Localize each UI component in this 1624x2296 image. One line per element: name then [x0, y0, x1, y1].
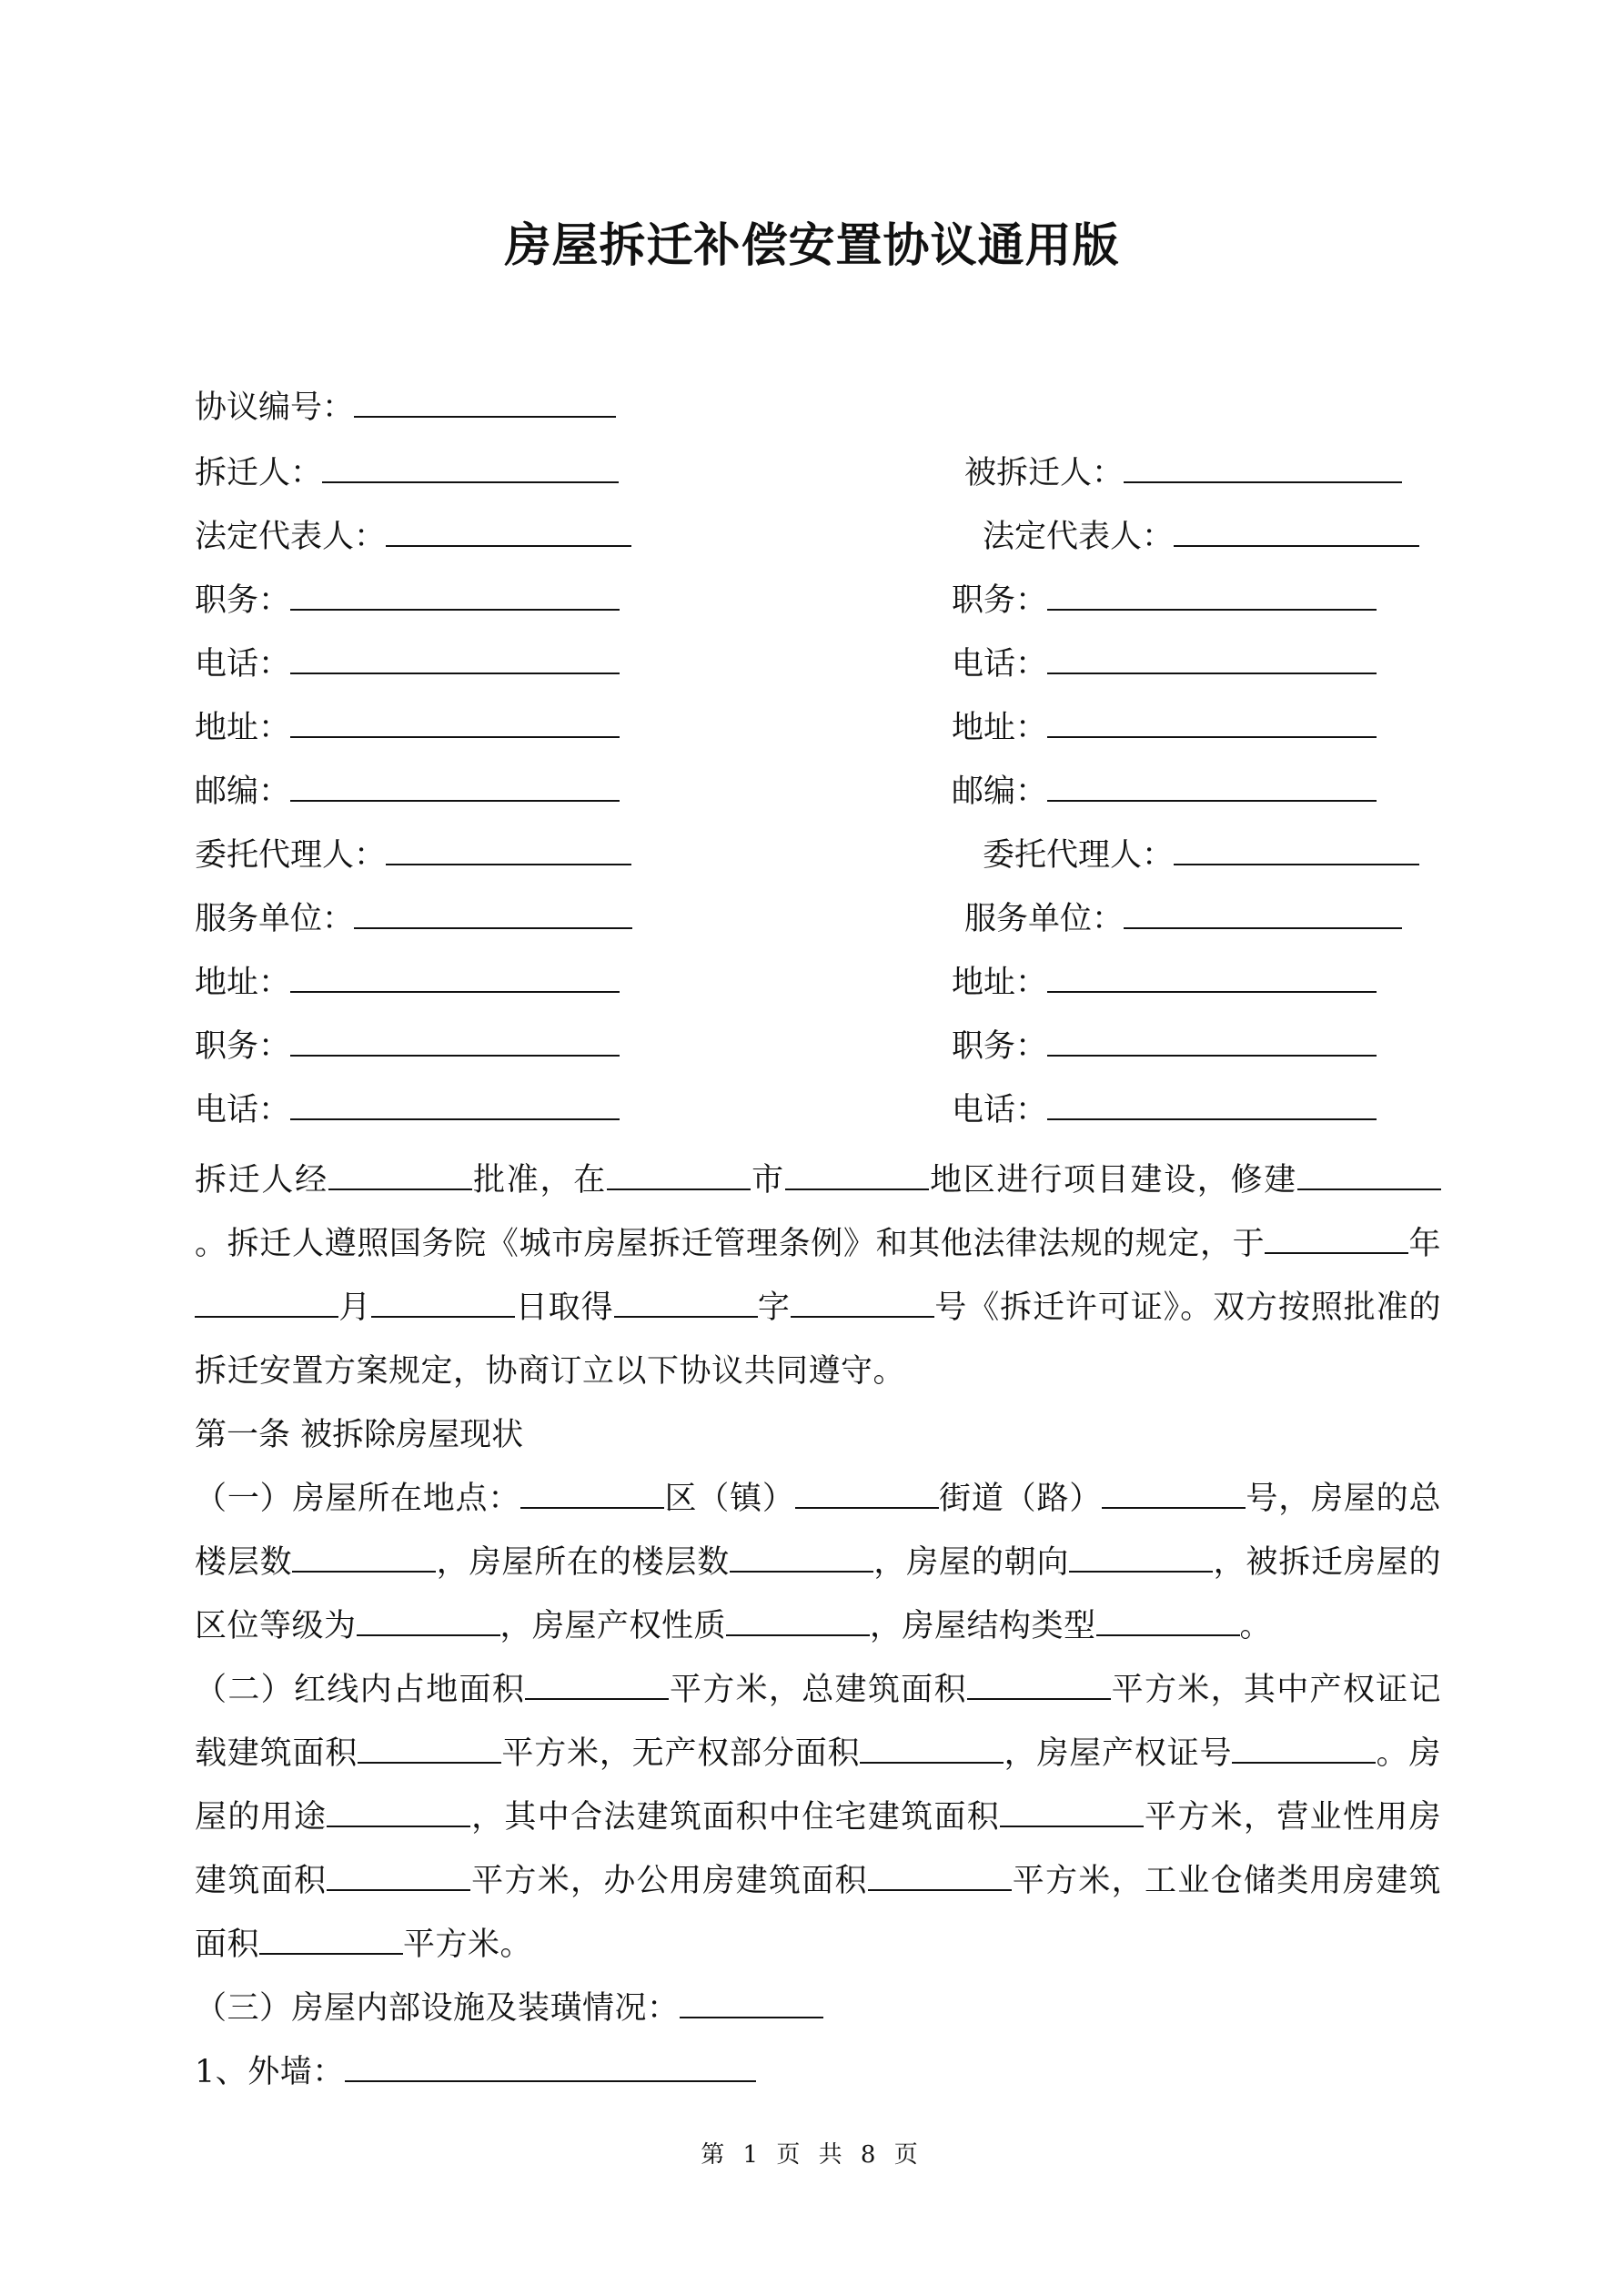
intro-text: 拆迁人经 — [195, 1162, 328, 1199]
right-agent-phone-blank — [1047, 1084, 1377, 1120]
right-address-label: 地址： — [952, 710, 1048, 746]
left-postcode-blank — [290, 765, 620, 802]
fill-blank — [1069, 1538, 1213, 1573]
section-text: （二）红线内占地面积 — [195, 1672, 526, 1708]
right-agent-address-label: 地址： — [952, 965, 1048, 1001]
right-postcode-label: 邮编： — [952, 774, 1048, 810]
fill-blank — [1232, 1729, 1376, 1764]
agreement-number-row — [195, 380, 1441, 435]
section-text: 街道（路） — [938, 1481, 1103, 1517]
demolished-party-field — [964, 446, 1402, 501]
left-legal-rep-label: 法定代表人： — [195, 519, 387, 555]
left-phone-blank — [290, 638, 620, 674]
left-agent-address-label: 地址： — [195, 965, 291, 1001]
right-agent-phone-field — [952, 1083, 1377, 1138]
right-postcode-blank — [1047, 765, 1377, 802]
right-agent-position-label: 职务： — [952, 1028, 1048, 1065]
right-service-unit-field — [964, 892, 1402, 946]
left-agent-position-label: 职务： — [195, 1028, 291, 1065]
fill-blank — [967, 1665, 1111, 1700]
demolished-party-label: 被拆迁人： — [964, 455, 1125, 491]
fill-blank — [614, 1283, 758, 1318]
section-text: ，房屋产权性质 — [499, 1608, 727, 1644]
right-phone-blank — [1047, 638, 1377, 674]
fill-blank — [371, 1283, 515, 1318]
fill-blank — [1096, 1602, 1240, 1636]
demolisher-label: 拆迁人： — [195, 455, 323, 491]
right-address-field — [952, 701, 1377, 755]
left-agent-phone-blank — [290, 1084, 620, 1120]
section-text: 平方米，其中产权证记载建筑面积 — [195, 1672, 1441, 1772]
left-agent-label: 委托代理人： — [195, 837, 387, 874]
right-postcode-field — [952, 764, 1377, 819]
fill-blank — [607, 1156, 751, 1190]
intro-text: 月 — [338, 1290, 372, 1326]
fill-blank — [680, 1984, 823, 2018]
section-text: 区（镇） — [664, 1481, 795, 1517]
fill-blank — [358, 1729, 501, 1764]
right-agent-field — [983, 828, 1419, 883]
left-agent-field — [195, 828, 631, 883]
item-1-line — [195, 2040, 1441, 2104]
demolisher-blank — [322, 447, 619, 483]
intro-text: 市 — [750, 1162, 785, 1199]
section-3-line — [195, 1977, 1441, 2040]
section-text: （一）房屋所在地点： — [195, 1481, 521, 1517]
left-position-label: 职务： — [195, 582, 291, 619]
left-position-field — [195, 573, 620, 628]
document-title: 房屋拆迁补偿安置协议通用版 — [504, 218, 1120, 273]
right-address-blank — [1047, 702, 1377, 738]
left-phone-label: 电话： — [195, 646, 291, 683]
fill-blank — [520, 1474, 664, 1509]
left-service-unit-blank — [354, 893, 632, 929]
fill-blank — [795, 1474, 939, 1509]
party-row-agent — [195, 828, 1441, 883]
section-text: 平方米。 — [403, 1927, 533, 1963]
fill-blank — [1102, 1474, 1246, 1509]
right-legal-rep-blank — [1174, 511, 1419, 547]
intro-text: 年 — [1408, 1226, 1441, 1262]
section-text: ，其中合法建筑面积中住宅建筑面积 — [470, 1799, 1001, 1836]
party-row-agent-address — [195, 956, 1441, 1010]
section-text: ，房屋的朝向 — [873, 1544, 1070, 1581]
right-position-label: 职务： — [952, 582, 1048, 619]
left-address-label: 地址： — [195, 710, 291, 746]
right-position-field — [952, 573, 1377, 628]
left-address-field — [195, 701, 620, 755]
section-text: （三）房屋内部设施及装璜情况： — [195, 1990, 680, 2027]
left-agent-position-blank — [290, 1020, 620, 1057]
fill-blank — [328, 1156, 472, 1190]
section-text: 平方米，总建筑面积 — [669, 1672, 967, 1708]
right-agent-phone-label: 电话： — [952, 1092, 1048, 1128]
right-agent-label: 委托代理人： — [983, 837, 1175, 874]
party-row-legal-rep — [195, 510, 1441, 564]
fill-blank — [1000, 1793, 1144, 1827]
section-text: 。房屋的用途 — [195, 1735, 1441, 1836]
party-row-agent-position — [195, 1019, 1441, 1074]
section-text: ，房屋所在的楼层数 — [436, 1544, 731, 1581]
section-2-paragraph — [195, 1658, 1441, 1977]
left-postcode-field — [195, 764, 620, 819]
section-text: 平方米，无产权部分面积 — [501, 1735, 861, 1772]
intro-paragraph — [195, 1148, 1441, 1403]
right-position-blank — [1047, 574, 1377, 611]
section-text: ，被拆迁房屋的区位等级为 — [195, 1544, 1441, 1644]
fill-blank — [345, 2048, 756, 2082]
left-legal-rep-blank — [386, 511, 631, 547]
left-postcode-label: 邮编： — [195, 774, 291, 810]
party-row-phone — [195, 637, 1441, 692]
section-text: 平方米，办公用房建筑面积 — [470, 1863, 868, 1899]
section-text: ，房屋结构类型 — [870, 1608, 1096, 1644]
right-phone-field — [952, 637, 1377, 692]
left-position-blank — [290, 574, 620, 611]
agreement-number-field — [195, 380, 616, 435]
section-text: ，房屋产权证号 — [1004, 1735, 1233, 1772]
section-text: 号，房屋的总楼层数 — [195, 1481, 1441, 1581]
right-service-unit-blank — [1124, 893, 1402, 929]
left-agent-address-blank — [290, 956, 620, 993]
fill-blank — [327, 1856, 470, 1891]
left-legal-rep-field — [195, 510, 631, 564]
article-1-heading: 第一条 被拆除房屋现状 — [195, 1417, 524, 1453]
party-row-service-unit — [195, 892, 1441, 946]
right-phone-label: 电话： — [952, 646, 1048, 683]
intro-text: 日取得 — [515, 1290, 614, 1326]
right-agent-address-blank — [1047, 956, 1377, 993]
section-1-paragraph — [195, 1467, 1441, 1658]
fill-blank — [292, 1538, 436, 1573]
fill-blank — [730, 1538, 873, 1573]
section-text: 平方米，工业仓储类用房建筑面积 — [195, 1863, 1441, 1963]
fill-blank — [785, 1156, 929, 1190]
intro-text: 。拆迁人遵照国务院《城市房屋拆迁管理条例》和其他法律法规的规定，于 — [195, 1226, 1266, 1262]
left-service-unit-field — [195, 892, 632, 946]
left-agent-blank — [386, 829, 631, 865]
intro-text: 号《拆迁许可证》。双方按照批准的拆迁安置方案规定，协商订立以下协议共同遵守。 — [195, 1290, 1441, 1390]
section-text: 。 — [1239, 1608, 1273, 1644]
item-text: 1、外墙： — [195, 2054, 345, 2090]
demolished-party-blank — [1124, 447, 1402, 483]
left-agent-phone-label: 电话： — [195, 1092, 291, 1128]
left-agent-address-field — [195, 956, 620, 1010]
party-row-position — [195, 573, 1441, 628]
party-row-postcode — [195, 764, 1441, 819]
fill-blank — [327, 1793, 470, 1827]
intro-text: 字 — [757, 1290, 791, 1326]
right-legal-rep-field — [983, 510, 1419, 564]
fill-blank — [1297, 1156, 1441, 1190]
fill-blank — [195, 1283, 338, 1318]
fill-blank — [357, 1602, 500, 1636]
page-footer: 第 1 页 共 8 页 — [701, 2141, 923, 2169]
right-agent-address-field — [952, 956, 1377, 1010]
demolisher-field — [195, 446, 619, 501]
fill-blank — [860, 1729, 1004, 1764]
party-row-address — [195, 701, 1441, 755]
fill-blank — [525, 1665, 669, 1700]
right-legal-rep-label: 法定代表人： — [983, 519, 1175, 555]
agreement-number-label: 协议编号： — [195, 389, 355, 426]
fill-blank — [726, 1602, 870, 1636]
section-text: 平方米，营业性用房建筑面积 — [195, 1799, 1441, 1899]
fill-blank — [259, 1920, 403, 1955]
left-agent-phone-field — [195, 1083, 620, 1138]
right-agent-blank — [1174, 829, 1419, 865]
fill-blank — [1265, 1219, 1408, 1254]
party-row-agent-phone — [195, 1083, 1441, 1138]
left-address-blank — [290, 702, 620, 738]
right-service-unit-label: 服务单位： — [964, 901, 1125, 937]
intro-text: 批准，在 — [471, 1162, 607, 1199]
agreement-number-blank — [354, 381, 616, 418]
right-agent-position-field — [952, 1019, 1377, 1074]
fill-blank — [791, 1283, 934, 1318]
party-row-demolisher — [195, 446, 1441, 501]
left-service-unit-label: 服务单位： — [195, 901, 355, 937]
left-agent-position-field — [195, 1019, 620, 1074]
fill-blank — [868, 1856, 1012, 1891]
right-agent-position-blank — [1047, 1020, 1377, 1057]
left-phone-field — [195, 637, 620, 692]
intro-text: 地区进行项目建设，修建 — [928, 1162, 1297, 1199]
